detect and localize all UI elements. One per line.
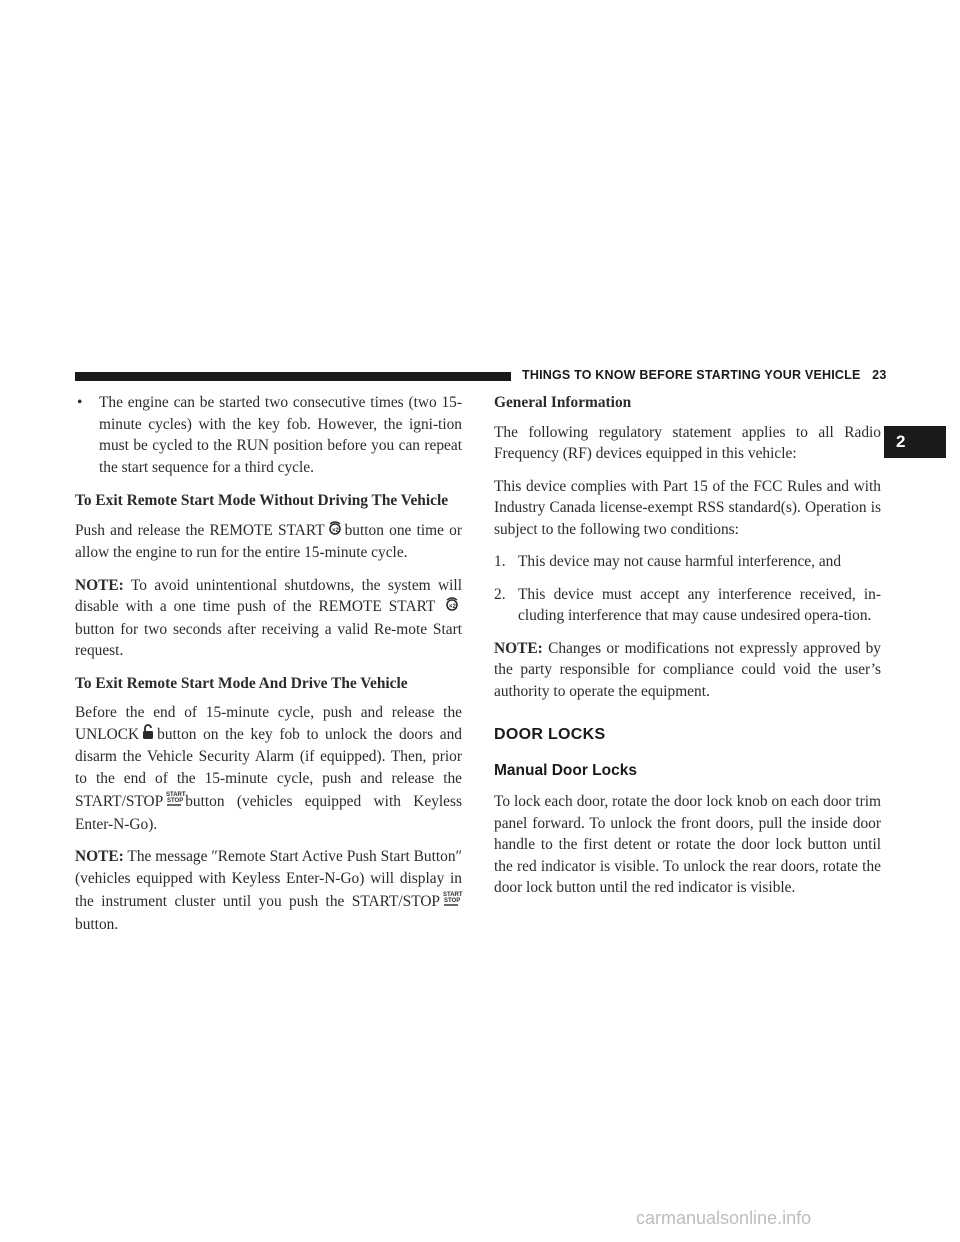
svg-text:START: START: [166, 792, 186, 798]
subheading-manual-door-locks: Manual Door Locks: [494, 761, 637, 779]
text-fragment: The message ″Remote Start Active Push Start Button″ (vehicles equipped with Keyless Enter-N-Go) will display in the instrument cluster until you push the START/STOP: [75, 848, 462, 910]
bullet-dot: •: [77, 394, 83, 411]
paragraph-exit-and-drive: [75, 702, 462, 835]
unlock-icon: [141, 724, 155, 747]
text-fragment: Changes or modifications not expressly approved by the party responsible for compliance could void the user’s authority to operate the equipment.: [494, 639, 881, 700]
running-header: [522, 368, 886, 382]
text-fragment: button on the key fob to unlock the doors and disarm the Vehicle Security Alarm (if equipped). Then, prior to the end of the 15-minute cycle, push and release the START/STOP: [75, 725, 462, 810]
svg-text:START: START: [443, 892, 463, 898]
start-stop-icon: [442, 889, 463, 914]
note-label: NOTE:: [75, 576, 124, 594]
text-fragment: button one time or allow the engine to run for the entire 15-minute cycle.: [75, 521, 462, 561]
text-fragment: Before the end of 15-minute cycle, push and release the UNLOCK: [75, 704, 462, 743]
right-column: [494, 392, 881, 910]
list-text: This device must accept any interference received, in-cluding interference that may cause undesired opera-tion.: [518, 585, 881, 624]
remote-start-icon: [444, 596, 460, 619]
subheading-exit-without-driving: To Exit Remote Start Mode Without Driving The Vehicle: [75, 492, 449, 509]
bullet-item: [75, 392, 462, 478]
note-modifications: [494, 638, 881, 703]
page-number: 23: [872, 368, 887, 382]
list-item: [494, 584, 881, 627]
bullet-text: The engine can be started two consecutive times (two 15-minute cycles) with the key fob. However, the igni-tion must be cycled to the RUN position before you can repeat the start sequence for a third cycle.: [99, 394, 462, 476]
note-remote-start-message: [75, 846, 462, 935]
section-title: THINGS TO KNOW BEFORE STARTING YOUR VEHICLE: [522, 368, 861, 382]
svg-text:×2: ×2: [449, 604, 456, 610]
paragraph-manual-door-locks: To lock each door, rotate the door lock knob on each door trim panel forward. To unlock the front doors, pull the inside door handle to the first detent or rotate the door lock button until the red indicator is visible. To unlock the rear doors, rotate the door lock button until the red indicator is visible.: [494, 793, 881, 896]
text-fragment: Push and release the REMOTE START: [75, 521, 325, 539]
list-item: [494, 551, 881, 573]
paragraph-regulatory-statement: The following regulatory statement applies to all Radio Frequency (RF) devices equipped in this vehicle:: [494, 423, 881, 462]
section-heading-door-locks: DOOR LOCKS: [494, 726, 606, 743]
paragraph-exit-without-driving: [75, 520, 462, 564]
svg-text:STOP: STOP: [444, 898, 461, 904]
subheading-general-information: General Information: [494, 394, 632, 411]
note-label: NOTE:: [75, 848, 124, 865]
left-column: [75, 392, 462, 946]
footer-watermark: carmanualsonline.info: [636, 1208, 812, 1228]
chapter-tab: 2: [884, 426, 946, 458]
text-fragment: button.: [75, 915, 119, 933]
list-text: This device may not cause harmful interference, and: [518, 553, 842, 570]
list-number: 2.: [494, 585, 506, 603]
note-remote-start: [75, 575, 462, 662]
text-fragment: button (vehicles equipped with Keyless Enter-N-Go).: [75, 793, 462, 833]
header-rule: [75, 372, 511, 381]
list-number: 1.: [494, 553, 506, 570]
start-stop-icon: [165, 789, 186, 814]
subheading-exit-and-drive: To Exit Remote Start Mode And Drive The Vehicle: [75, 674, 408, 692]
note-label: NOTE:: [494, 639, 543, 657]
svg-text:STOP: STOP: [167, 798, 184, 804]
paragraph-fcc-compliance: This device complies with Part 15 of the FCC Rules and with Industry Canada license-exempt RSS standard(s). Operation is subject to the following two conditions:: [494, 477, 881, 538]
svg-text:×2: ×2: [331, 527, 339, 534]
remote-start-icon: [327, 520, 343, 543]
text-fragment: button for two seconds after receiving a valid Re-mote Start request.: [75, 620, 462, 659]
text-fragment: To avoid unintentional shutdowns, the system will disable with a one time push of the REMOTE START: [75, 576, 462, 615]
